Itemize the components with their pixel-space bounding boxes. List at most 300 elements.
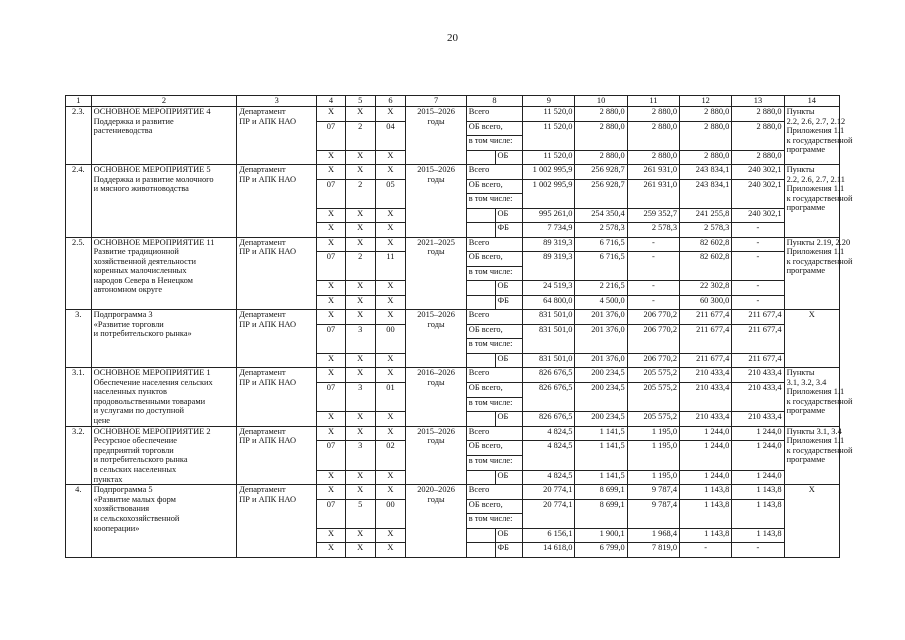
item-name xyxy=(91,485,237,558)
item-name xyxy=(91,165,237,238)
amount-col-10: 201 376,0 xyxy=(575,353,627,368)
amount-col-13: - xyxy=(732,223,784,238)
executor-line: Департамент xyxy=(239,107,286,116)
code-col-5: Х xyxy=(345,165,375,180)
note-line: Приложения 1.1 xyxy=(786,247,845,257)
item-number: 3.1. xyxy=(66,368,92,427)
amount-col-12: 2 880,0 xyxy=(680,150,732,165)
executor-line: ПР и АПК НАО xyxy=(239,319,297,329)
amount-col-12: 1 143,8 xyxy=(680,499,732,528)
header-cell-12: 12 xyxy=(680,96,732,107)
code-col-5: Х xyxy=(345,208,375,223)
amount-col-11: 1 195,0 xyxy=(627,470,679,485)
amount-col-10: 1 141,5 xyxy=(575,426,627,441)
amount-col-12: 2 880,0 xyxy=(680,121,732,150)
budget-table xyxy=(65,95,853,558)
funding-source: ОБ xyxy=(495,470,523,485)
code-col-6: Х xyxy=(375,237,406,252)
period-line: годы xyxy=(427,436,445,446)
amount-col-10: 2 880,0 xyxy=(575,121,627,150)
amount-col-10: 8 699,1 xyxy=(575,499,627,528)
amount-col-12: 211 677,4 xyxy=(680,310,732,325)
executor-line: Департамент xyxy=(239,237,286,247)
note-line: Пункты 3.1, 3.4 xyxy=(786,426,842,436)
amount-col-10: 4 500,0 xyxy=(575,295,627,310)
funding-source: ФБ xyxy=(495,543,523,558)
item-name-line: народов Севера в Ненецком xyxy=(93,275,193,285)
period xyxy=(406,165,466,238)
item-name-line: кооперации» xyxy=(93,523,140,533)
code-col-5: 3 xyxy=(345,382,375,412)
code-col-4: Х xyxy=(317,237,346,252)
funding-source: ОБ всего, xyxy=(466,252,522,267)
code-col-4: Х xyxy=(317,470,346,485)
note-line: 2.2, 2.6, 2.7, 2.11 xyxy=(786,174,845,184)
note xyxy=(784,368,853,427)
item-name-line: Развитие традиционной xyxy=(93,247,179,257)
code-col-5: Х xyxy=(345,223,375,238)
amount-col-12: 1 244,0 xyxy=(680,426,732,441)
item-name xyxy=(91,107,237,165)
code-col-4: 07 xyxy=(317,252,346,281)
note-line: к государственной xyxy=(786,135,853,145)
item-name-line: Подпрограмма 5 xyxy=(93,485,153,495)
code-col-5: 3 xyxy=(345,324,375,353)
amount-col-10: 200 234,5 xyxy=(575,368,627,383)
executor xyxy=(237,368,317,427)
funding-source: Всего xyxy=(466,426,522,441)
item-name-line: и сельскохозяйственной xyxy=(93,513,180,523)
item-name-line: «Развитие торговли xyxy=(93,319,164,329)
amount-col-11: 2 578,3 xyxy=(627,223,679,238)
funding-source: Всего xyxy=(466,237,522,252)
amount-col-13: - xyxy=(732,237,784,252)
amount-col-11: - xyxy=(627,281,679,296)
item-name-line: предприятий торговли xyxy=(93,445,174,455)
code-col-5: Х xyxy=(345,353,375,368)
code-col-4: Х xyxy=(317,485,346,500)
note-line: Х xyxy=(808,485,815,495)
note-line: программе xyxy=(786,145,826,155)
note-line: Приложения 1.1 xyxy=(786,436,845,446)
funding-source-spacer xyxy=(466,281,495,296)
note-line: Пункты 2.19, 2.20 xyxy=(786,237,851,247)
header-cell-10: 10 xyxy=(575,96,627,107)
code-col-4: 07 xyxy=(317,121,346,150)
code-col-6: 11 xyxy=(375,252,406,281)
period xyxy=(406,426,466,485)
funding-source-spacer xyxy=(466,353,495,368)
item-name-line: «Развитие малых форм xyxy=(93,494,176,504)
item-name-line: Подпрограмма 3 xyxy=(93,310,153,319)
item-name-line: ОСНОВНОЕ МЕРОПРИЯТИЕ 2 xyxy=(93,426,211,436)
amount-col-11: 9 787,4 xyxy=(627,485,679,500)
code-col-5: Х xyxy=(345,368,375,383)
code-col-5: 2 xyxy=(345,252,375,281)
code-col-4: Х xyxy=(317,310,346,325)
executor-line: ПР и АПК НАО xyxy=(239,247,297,257)
executor-line: Департамент xyxy=(239,485,286,495)
funding-source-spacer xyxy=(466,223,495,238)
amount-col-12: 243 834,1 xyxy=(680,179,732,208)
code-col-5: Х xyxy=(345,543,375,558)
amount-col-11: 2 880,0 xyxy=(627,107,679,122)
amount-col-11: 261 931,0 xyxy=(627,179,679,208)
amount-col-13: 2 880,0 xyxy=(732,107,784,122)
amount-col-9: 826 676,5 xyxy=(523,382,575,412)
note-line: к государственной xyxy=(786,396,853,406)
amount-col-12: 1 244,0 xyxy=(680,470,732,485)
code-col-6: Х xyxy=(375,543,406,558)
amount-col-13: - xyxy=(732,543,784,558)
item-name-line: хозяйственной деятельности xyxy=(93,256,196,266)
item-name-line: ОСНОВНОЕ МЕРОПРИЯТИЕ 11 xyxy=(93,237,215,247)
header-cell-8: 8 xyxy=(466,96,522,107)
item-name xyxy=(91,368,237,427)
amount-col-9: 831 501,0 xyxy=(523,324,575,353)
amount-col-13: 210 433,4 xyxy=(732,412,784,427)
note-line: Пункты xyxy=(786,368,815,377)
item-name-line: Поддержка и развитие молочного xyxy=(93,174,214,184)
funding-source: ОБ xyxy=(495,528,523,543)
amount-col-12: 211 677,4 xyxy=(680,324,732,353)
period-line: годы xyxy=(427,319,445,329)
amount-col-11: 1 968,4 xyxy=(627,528,679,543)
item-name-line: ОСНОВНОЕ МЕРОПРИЯТИЕ 1 xyxy=(93,368,211,377)
amount-col-9: 4 824,5 xyxy=(523,441,575,471)
amount-col-11: 205 575,2 xyxy=(627,382,679,412)
note xyxy=(784,426,853,485)
item-name-line: и потребительского рынка xyxy=(93,455,188,465)
code-col-5: 2 xyxy=(345,179,375,208)
item-number: 4. xyxy=(66,485,92,558)
amount-col-13: 240 302,1 xyxy=(732,165,784,180)
table-row xyxy=(66,237,840,252)
header-row xyxy=(66,96,840,107)
funding-source-spacer xyxy=(466,412,495,427)
amount-col-13: 1 244,0 xyxy=(732,426,784,441)
code-col-5: Х xyxy=(345,295,375,310)
code-col-4: Х xyxy=(317,412,346,427)
amount-col-10: 1 141,5 xyxy=(575,470,627,485)
amount-col-13: 240 302,1 xyxy=(732,179,784,208)
note-line: к государственной xyxy=(786,193,853,203)
code-col-6: Х xyxy=(375,165,406,180)
period xyxy=(406,368,466,427)
amount-col-9: 6 156,1 xyxy=(523,528,575,543)
code-col-4: 07 xyxy=(317,382,346,412)
amount-col-13: - xyxy=(732,281,784,296)
amount-col-11: 206 770,2 xyxy=(627,310,679,325)
code-col-6: Х xyxy=(375,485,406,500)
code-col-4: Х xyxy=(317,107,346,122)
funding-source: ОБ всего, xyxy=(466,121,522,136)
amount-col-12: 241 255,8 xyxy=(680,208,732,223)
executor xyxy=(237,165,317,238)
executor xyxy=(237,237,317,310)
funding-source-spacer xyxy=(466,208,495,223)
funding-source: ОБ xyxy=(495,281,523,296)
amount-col-11: 1 195,0 xyxy=(627,426,679,441)
executor-line: ПР и АПК НАО xyxy=(239,377,297,387)
funding-source: Всего xyxy=(466,485,522,500)
code-col-6: 02 xyxy=(375,441,406,471)
funding-source: в том числе: xyxy=(466,514,522,529)
funding-source: в том числе: xyxy=(466,266,522,281)
period xyxy=(406,485,466,558)
amount-col-12: 243 834,1 xyxy=(680,165,732,180)
amount-col-10: 201 376,0 xyxy=(575,324,627,353)
funding-source: Всего xyxy=(466,165,522,180)
period xyxy=(406,237,466,310)
item-number: 2.3. xyxy=(66,107,92,165)
amount-col-12: 82 602,8 xyxy=(680,252,732,281)
funding-source: Всего xyxy=(466,368,522,383)
funding-source: Всего xyxy=(466,310,522,325)
funding-source-spacer xyxy=(466,295,495,310)
code-col-4: Х xyxy=(317,165,346,180)
item-name-line: Поддержка и развитие xyxy=(93,116,174,126)
amount-col-13: - xyxy=(732,295,784,310)
funding-source: ОБ xyxy=(495,150,523,165)
code-col-6: Х xyxy=(375,470,406,485)
note-line: Приложения 1.1 xyxy=(786,126,845,136)
funding-source: ОБ xyxy=(495,412,523,427)
amount-col-10: 1 900,1 xyxy=(575,528,627,543)
amount-col-10: 6 799,0 xyxy=(575,543,627,558)
header-cell-3: 3 xyxy=(237,96,317,107)
item-name-line: автономном округе xyxy=(93,285,163,295)
header-cell-9: 9 xyxy=(523,96,575,107)
executor-line: Департамент xyxy=(239,426,286,436)
code-col-4: Х xyxy=(317,426,346,441)
header-cell-11: 11 xyxy=(627,96,679,107)
code-col-6: Х xyxy=(375,528,406,543)
code-col-4: Х xyxy=(317,223,346,238)
item-name-line: в сельских населенных xyxy=(93,464,177,474)
amount-col-13: 1 143,8 xyxy=(732,485,784,500)
header-cell-2: 2 xyxy=(91,96,237,107)
period-line: годы xyxy=(427,377,445,387)
period-line: 2015–2026 xyxy=(417,426,455,436)
amount-col-13: 1 244,0 xyxy=(732,441,784,471)
amount-col-9: 1 002 995,9 xyxy=(523,179,575,208)
item-name-line: хозяйствования xyxy=(93,504,150,514)
code-col-6: Х xyxy=(375,208,406,223)
funding-source: в том числе: xyxy=(466,194,522,209)
code-col-5: 5 xyxy=(345,499,375,528)
code-col-4: Х xyxy=(317,208,346,223)
amount-col-12: 2 880,0 xyxy=(680,107,732,122)
amount-col-10: 2 216,5 xyxy=(575,281,627,296)
amount-col-9: 11 520,0 xyxy=(523,107,575,122)
code-col-6: Х xyxy=(375,281,406,296)
item-name-line: и потребительского рынка» xyxy=(93,329,192,339)
item-name xyxy=(91,237,237,310)
amount-col-9: 14 618,0 xyxy=(523,543,575,558)
item-name-line: растениеводства xyxy=(93,126,153,136)
period-line: 2021–2025 xyxy=(417,237,455,247)
amount-col-12: 1 143,8 xyxy=(680,485,732,500)
code-col-5: 2 xyxy=(345,121,375,150)
code-col-6: Х xyxy=(375,223,406,238)
funding-source: Всего xyxy=(466,107,522,122)
amount-col-11: 9 787,4 xyxy=(627,499,679,528)
code-col-4: Х xyxy=(317,368,346,383)
amount-col-12: - xyxy=(680,543,732,558)
amount-col-9: 826 676,5 xyxy=(523,368,575,383)
period xyxy=(406,310,466,368)
amount-col-10: 8 699,1 xyxy=(575,485,627,500)
code-col-4: 07 xyxy=(317,179,346,208)
amount-col-12: 210 433,4 xyxy=(680,412,732,427)
amount-col-13: 210 433,4 xyxy=(732,368,784,383)
code-col-6: 00 xyxy=(375,324,406,353)
amount-col-10: 254 350,4 xyxy=(575,208,627,223)
item-number: 2.4. xyxy=(66,165,92,238)
amount-col-9: 11 520,0 xyxy=(523,121,575,150)
executor-line: Департамент xyxy=(239,368,286,377)
amount-col-10: 6 716,5 xyxy=(575,237,627,252)
code-col-4: 07 xyxy=(317,324,346,353)
amount-col-11: - xyxy=(627,252,679,281)
note-line: программе xyxy=(786,406,826,416)
amount-col-13: 210 433,4 xyxy=(732,382,784,412)
code-col-6: Х xyxy=(375,426,406,441)
code-col-5: Х xyxy=(345,310,375,325)
amount-col-9: 89 319,3 xyxy=(523,252,575,281)
period xyxy=(406,107,466,165)
amount-col-9: 4 824,5 xyxy=(523,426,575,441)
header-cell-1: 1 xyxy=(66,96,92,107)
table-row xyxy=(66,165,840,180)
amount-col-11: - xyxy=(627,237,679,252)
table-row xyxy=(66,368,840,383)
code-col-5: Х xyxy=(345,281,375,296)
amount-col-13: 211 677,4 xyxy=(732,324,784,353)
executor-line: ПР и АПК НАО xyxy=(239,174,297,184)
item-name-line: пунктах xyxy=(93,474,123,484)
note xyxy=(784,237,853,310)
amount-col-13: 1 143,8 xyxy=(732,528,784,543)
period-line: годы xyxy=(427,174,445,184)
funding-source-spacer xyxy=(466,470,495,485)
code-col-4: Х xyxy=(317,150,346,165)
period-line: 2020–2026 xyxy=(417,485,455,495)
header-cell-4: 4 xyxy=(317,96,346,107)
code-col-5: Х xyxy=(345,528,375,543)
amount-col-9: 20 774,1 xyxy=(523,485,575,500)
code-col-5: Х xyxy=(345,485,375,500)
amount-col-10: 2 880,0 xyxy=(575,150,627,165)
amount-col-11: 206 770,2 xyxy=(627,324,679,353)
code-col-6: Х xyxy=(375,353,406,368)
funding-source-spacer xyxy=(466,150,495,165)
period-line: 2015–2026 xyxy=(417,310,455,319)
amount-col-9: 89 319,3 xyxy=(523,237,575,252)
item-name-line: и услугами по доступной xyxy=(93,406,185,416)
amount-col-10: 1 141,5 xyxy=(575,441,627,471)
amount-col-11: 206 770,2 xyxy=(627,353,679,368)
item-name-line: и мясного животноводства xyxy=(93,184,189,194)
funding-source: ОБ всего, xyxy=(466,441,522,456)
note-line: программе xyxy=(786,266,826,276)
period-line: 2016–2026 xyxy=(417,368,455,377)
amount-col-12: 2 578,3 xyxy=(680,223,732,238)
executor-line: ПР и АПК НАО xyxy=(239,116,297,126)
amount-col-10: 201 376,0 xyxy=(575,310,627,325)
code-col-6: Х xyxy=(375,295,406,310)
code-col-5: Х xyxy=(345,237,375,252)
item-name-line: коренных малочисленных xyxy=(93,266,187,276)
note-line: Приложения 1.1 xyxy=(786,387,845,397)
executor xyxy=(237,426,317,485)
period-line: 2015–2026 xyxy=(417,107,455,116)
amount-col-13: - xyxy=(732,252,784,281)
note-line: 3.1, 3.2, 3.4 xyxy=(786,377,827,387)
amount-col-12: 60 300,0 xyxy=(680,295,732,310)
code-col-4: Х xyxy=(317,528,346,543)
code-col-6: 01 xyxy=(375,382,406,412)
item-name xyxy=(91,310,237,368)
funding-source: в том числе: xyxy=(466,397,522,412)
amount-col-9: 826 676,5 xyxy=(523,412,575,427)
executor xyxy=(237,107,317,165)
funding-source: ОБ всего, xyxy=(466,382,522,397)
code-col-5: Х xyxy=(345,426,375,441)
page-number: 20 xyxy=(447,32,458,44)
code-col-6: 00 xyxy=(375,499,406,528)
code-col-4: Х xyxy=(317,543,346,558)
note xyxy=(784,310,839,368)
executor xyxy=(237,310,317,368)
amount-col-11: 259 352,7 xyxy=(627,208,679,223)
amount-col-13: 2 880,0 xyxy=(732,121,784,150)
amount-col-11: 7 819,0 xyxy=(627,543,679,558)
code-col-6: Х xyxy=(375,310,406,325)
amount-col-12: 1 244,0 xyxy=(680,441,732,471)
funding-source: в том числе: xyxy=(466,136,522,151)
amount-col-13: 211 677,4 xyxy=(732,310,784,325)
code-col-4: Х xyxy=(317,281,346,296)
executor-line: Департамент xyxy=(239,310,286,319)
amount-col-9: 11 520,0 xyxy=(523,150,575,165)
amount-col-9: 24 519,3 xyxy=(523,281,575,296)
code-col-5: Х xyxy=(345,470,375,485)
funding-source-spacer xyxy=(466,528,495,543)
table-row xyxy=(66,310,840,325)
funding-source: ОБ всего, xyxy=(466,499,522,514)
executor xyxy=(237,485,317,558)
amount-col-10: 256 928,7 xyxy=(575,165,627,180)
amount-col-10: 200 234,5 xyxy=(575,412,627,427)
item-name-line: продовольственными товарами xyxy=(93,396,206,406)
amount-col-9: 64 800,0 xyxy=(523,295,575,310)
note-line: Пункты xyxy=(786,107,815,116)
amount-col-12: 22 302,8 xyxy=(680,281,732,296)
item-name-line: Обеспечение населения сельских xyxy=(93,377,213,387)
code-col-6: 04 xyxy=(375,121,406,150)
funding-source: ОБ xyxy=(495,208,523,223)
code-col-4: 07 xyxy=(317,441,346,471)
header-cell-13: 13 xyxy=(732,96,784,107)
item-name-line: населенных пунктов xyxy=(93,387,167,397)
note-line: Приложения 1.1 xyxy=(786,184,845,194)
amount-col-11: 261 931,0 xyxy=(627,165,679,180)
note-line: Х xyxy=(808,310,815,319)
code-col-4: 07 xyxy=(317,499,346,528)
executor-line: ПР и АПК НАО xyxy=(239,436,297,446)
